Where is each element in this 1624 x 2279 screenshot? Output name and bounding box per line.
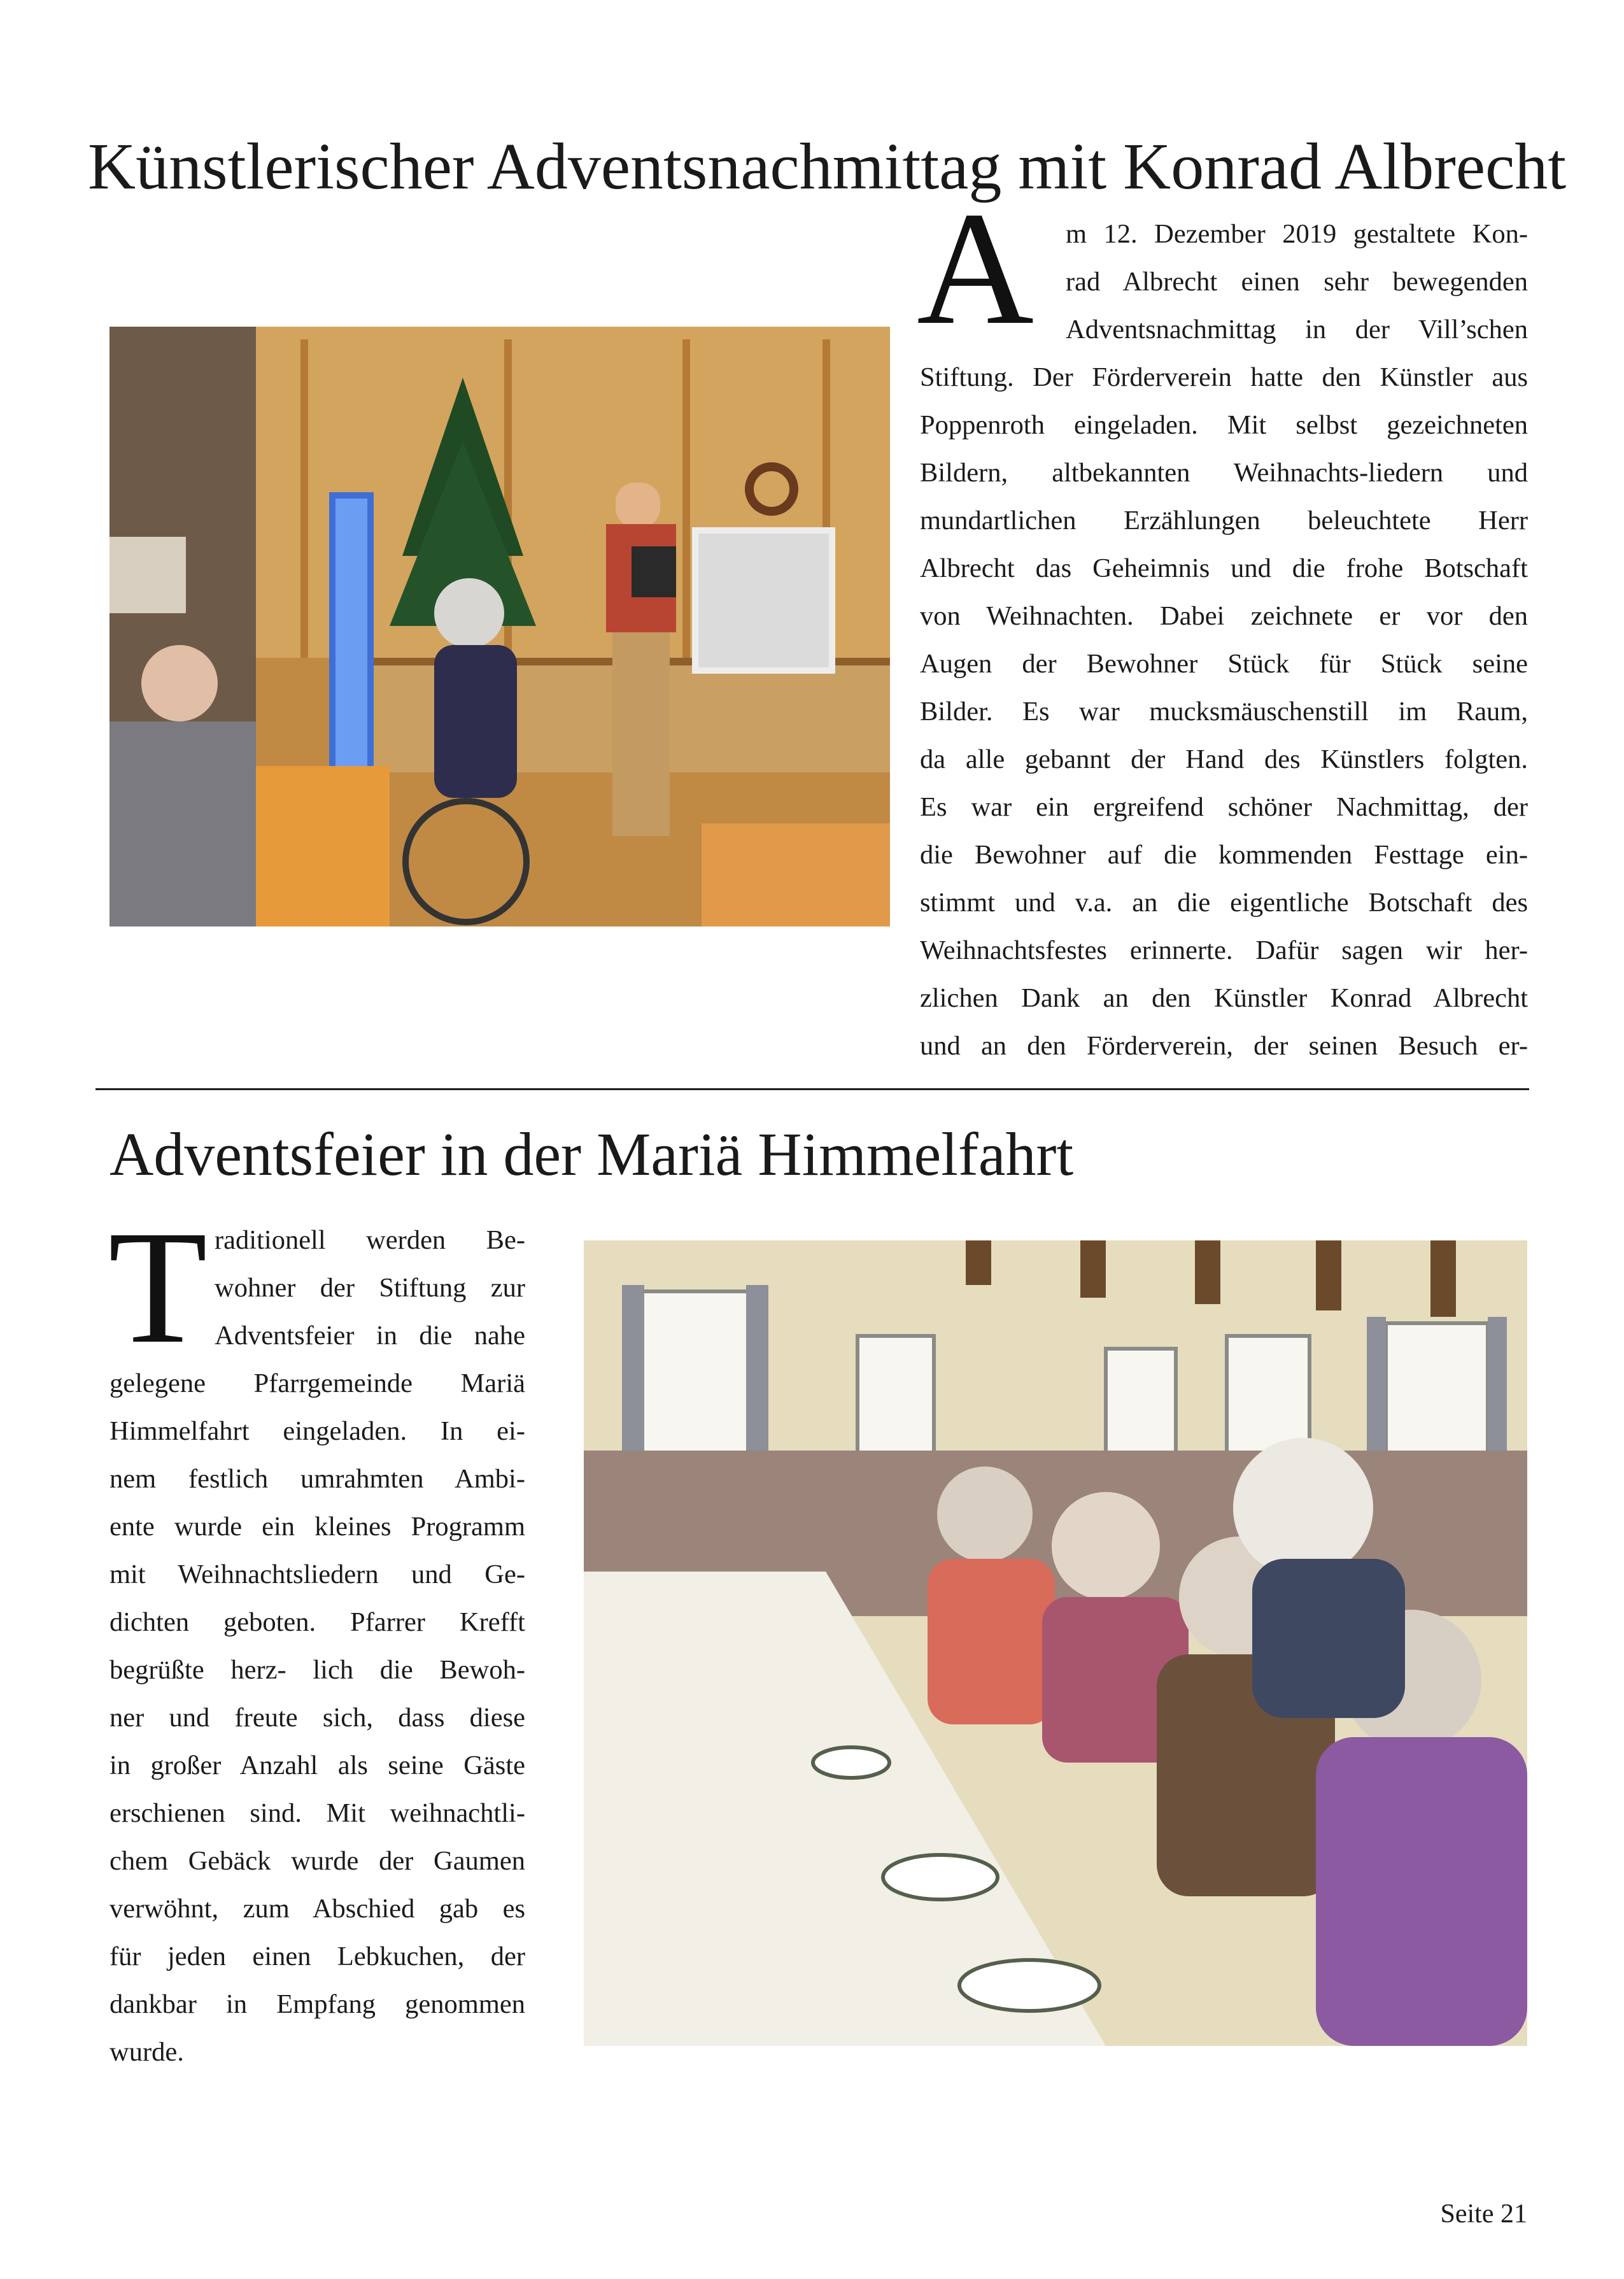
text-line: begrüßte herz- lich die Bewoh- — [109, 1655, 525, 1685]
drop-cap: A — [917, 179, 1034, 359]
text-line: Weihnachtsfestes erinnerte. Dafür sagen wir her- — [920, 935, 1528, 965]
article-body — [109, 1216, 525, 2076]
text-line: ente wurde ein kleines Programm — [109, 1512, 525, 1542]
text-line: ner und freute sich, dass diese — [109, 1703, 525, 1733]
text-line: Adventsnachmittag in der Vill’schen — [1066, 315, 1528, 344]
text-line: von Weihnachten. Dabei zeichnete er vor den — [920, 601, 1528, 631]
text-line: verwöhnt, zum Abschied gab es — [109, 1894, 525, 1924]
text-line: in großer Anzahl als seine Gäste — [109, 1750, 525, 1780]
drop-cap: T — [108, 1198, 208, 1377]
text-line: Adventsfeier in die nahe — [215, 1321, 525, 1351]
event-photo-stage — [109, 327, 890, 927]
article-body — [920, 210, 1528, 1070]
section-divider — [95, 1088, 1529, 1090]
article-title: Adventsfeier in der Mariä Himmelfahrt — [109, 1120, 1074, 1188]
text-line: Augen der Bewohner Stück für Stück seine — [920, 649, 1528, 679]
article-title: Künstlerischer Adventsnachmittag mit Konrad Albrecht — [88, 130, 1567, 203]
text-line: Es war ein ergreifend schöner Nachmittag, der — [920, 792, 1528, 822]
text-line: m 12. Dezember 2019 gestaltete Kon- — [1066, 219, 1528, 249]
text-line: da alle gebannt der Hand des Künstlers folgten. — [920, 744, 1528, 774]
text-line: Albrecht das Geheimnis und die frohe Botschaft — [920, 553, 1528, 583]
text-line: nem festlich umrahmten Ambi- — [109, 1464, 525, 1494]
text-line: Bilder. Es war mucksmäuschenstill im Raum, — [920, 697, 1528, 727]
text-line: dichten geboten. Pfarrer Krefft — [109, 1607, 525, 1637]
text-line: erschienen sind. Mit weihnachtli- — [109, 1798, 525, 1828]
text-line: mundartlichen Erzählungen beleuchtete Herr — [920, 506, 1528, 536]
text-line: zlichen Dank an den Künstler Konrad Albrecht — [920, 983, 1528, 1013]
text-line: die Bewohner auf die kommenden Festtage ein- — [920, 840, 1528, 870]
text-line: gelegene Pfarrgemeinde Mariä — [109, 1368, 525, 1398]
text-line: mit Weihnachtsliedern und Ge- — [109, 1559, 525, 1589]
text-line: rad Albrecht einen sehr bewegenden — [1066, 267, 1528, 297]
text-line: chem Gebäck wurde der Gaumen — [109, 1846, 525, 1876]
text-line: Bildern, altbekannten Weihnachts-liedern und — [920, 458, 1528, 488]
text-line: wurde. — [109, 2037, 184, 2067]
text-line: Poppenroth eingeladen. Mit selbst gezeichneten — [920, 410, 1528, 440]
text-line: Himmelfahrt eingeladen. In ei- — [109, 1416, 525, 1446]
page-number: Seite 21 — [1440, 2199, 1527, 2229]
text-line: stimmt und v.a. an die eigentliche Botschaft des — [920, 888, 1528, 918]
text-line: Stiftung. Der Förderverein hatte den Künstler aus — [920, 362, 1528, 392]
text-line: wohner der Stiftung zur — [215, 1273, 525, 1303]
text-line: für jeden einen Lebkuchen, der — [109, 1942, 525, 1971]
text-line: und an den Förderverein, der seinen Besuch er- — [920, 1031, 1528, 1061]
text-line: raditionell werden Be- — [215, 1225, 525, 1255]
text-line: dankbar in Empfang genommen — [109, 1989, 525, 2019]
event-photo-hall — [584, 1240, 1527, 2046]
